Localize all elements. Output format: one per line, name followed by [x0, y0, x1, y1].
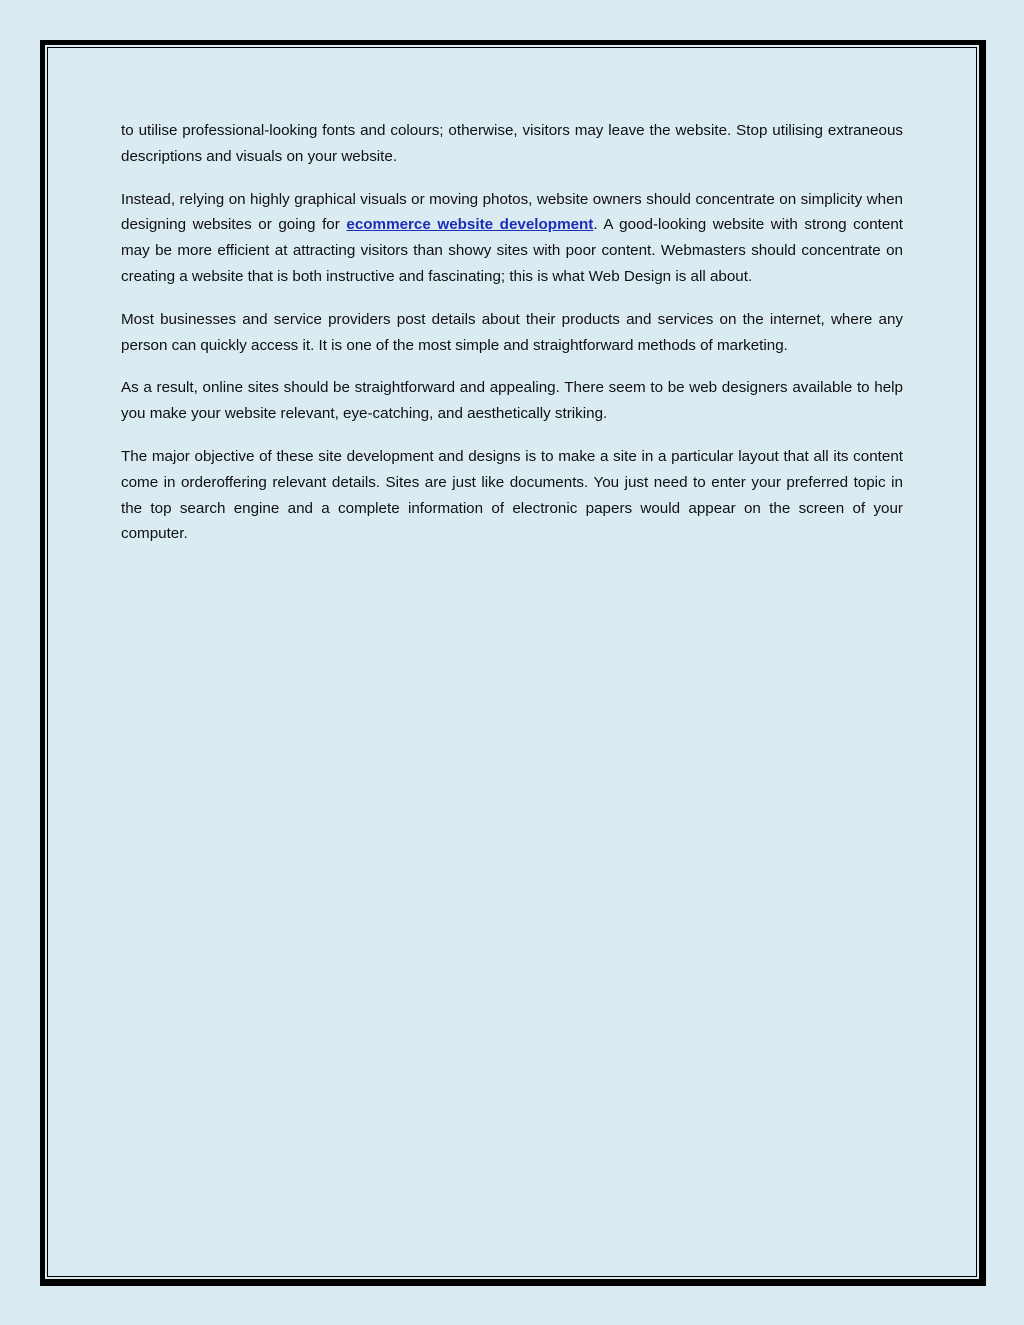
paragraph-1: to utilise professional-looking fonts and colours; otherwise, visitors may leave the website. Stop utilising extraneous descriptions and visuals on your website.	[121, 122, 903, 165]
paragraph-3: Most businesses and service providers post details about their products and services on the internet, where any person can quickly access it. It is one of the most simple and straightforward methods of marketing.	[121, 310, 903, 354]
paragraph-2	[121, 187, 903, 290]
paragraph-4: As a result, online sites should be straightforward and appealing. There seem to be web designers available to help you make your website relevant, eye-catching, and aesthetically striking.	[121, 379, 903, 423]
paragraph-5: The major objective of these site development and designs is to make a site in a particular layout that all its content come in orderoffering relevant details. Sites are just like documents. You just need to enter your preferred topic in the top search engine and a complete information of electronic papers would appear on the screen of your computer.	[121, 447, 903, 543]
paragraph-2-after: . A good-looking website with strong content may be more efficient at attracting visitors than showy sites with poor content. Webmasters should concentrate on creating a website that is both instructive and fascinating; this is what Web Design is all about.	[121, 216, 903, 285]
ecommerce-link[interactable]: ecommerce website development	[346, 216, 594, 234]
document-body	[121, 118, 903, 564]
paragraph-2-before: Instead, relying on highly graphical visuals or moving photos, website owners should concentrate on simplicity when designing websites or going for	[121, 190, 903, 234]
